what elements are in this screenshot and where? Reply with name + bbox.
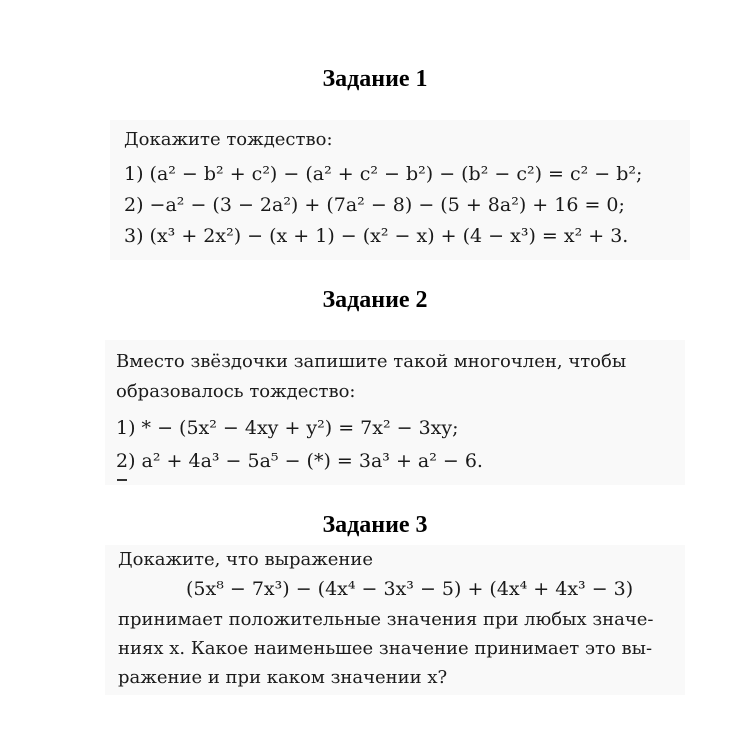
task2-intro-line2: образовалось тождество:: [116, 381, 356, 402]
task1-intro: Докажите тождество:: [124, 129, 333, 150]
task3-expression: (5x⁸ − 7x³) − (4x⁴ − 3x³ − 5) + (4x⁴ + 4x³ − 3): [186, 578, 634, 600]
task1-item-3: 3) (x³ + 2x²) − (x + 1) − (x² − x) + (4 − x³) = x² + 3.: [124, 225, 629, 247]
task1-title: Задание 1: [322, 66, 428, 92]
task2-item-1: 1) * − (5x² − 4xy + y²) = 7x² − 3xy;: [116, 417, 459, 439]
task2-title: Задание 2: [322, 287, 428, 313]
task1-item-2: 2) −a² − (3 − 2a²) + (7a² − 8) − (5 + 8a²) + 16 = 0;: [124, 194, 625, 216]
scan-dash-mark: [117, 479, 127, 481]
task3-line4: ниях x. Какое наименьшее значение принимает это вы-: [118, 638, 653, 659]
task1-item-1: 1) (a² − b² + c²) − (a² + c² − b²) − (b² − c²) = c² − b²;: [124, 163, 643, 185]
task2-item-2: 2) a² + 4a³ − 5a⁵ − (*) = 3a³ + a² − 6.: [116, 450, 483, 472]
task3-intro: Докажите, что выражение: [118, 549, 374, 570]
task3-line3: принимает положительные значения при любых значе-: [118, 609, 654, 630]
task3-title: Задание 3: [322, 512, 428, 538]
task3-line5: ражение и при каком значении x?: [118, 667, 448, 688]
task2-intro-line1: Вместо звёздочки запишите такой многочлен, чтобы: [116, 351, 627, 372]
